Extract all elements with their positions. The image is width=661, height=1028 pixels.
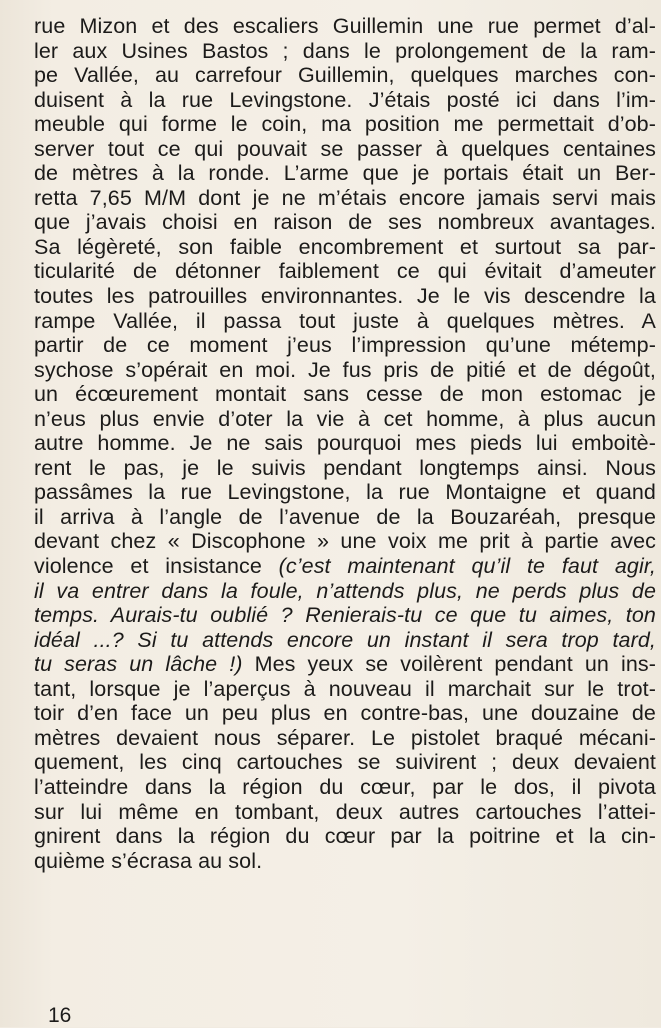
text-line [34, 358, 656, 383]
text-line [34, 309, 656, 334]
text-segment: que j’avais choisi en raison de ses nombreux avantages. [34, 210, 656, 235]
text-segment: autre homme. Je ne sais pourquoi mes pieds lui emboitè- [34, 431, 656, 456]
text-segment: meuble qui forme le coin, ma position me permettait d’ob- [34, 112, 656, 137]
text-segment: toutes les patrouilles environnantes. Je le vis descendre la [34, 284, 656, 309]
italic-text-segment: temps. Aurais-tu oublié ? Renierais-tu ce que tu aimes, ton [34, 603, 656, 628]
text-line [34, 456, 656, 481]
text-line [34, 407, 656, 432]
text-line [34, 652, 656, 677]
text-line [34, 137, 656, 162]
text-segment: de mètres à la ronde. L’arme que je portais était un Ber- [34, 161, 656, 186]
text-line [34, 677, 656, 702]
text-segment: rent le pas, je le suivis pendant longtemps ainsi. Nous [34, 455, 656, 480]
text-line [34, 161, 656, 186]
text-line [34, 333, 656, 358]
body-text [34, 14, 656, 873]
text-line [34, 750, 656, 775]
page-number: 16 [48, 1004, 72, 1027]
text-line [34, 800, 656, 825]
text-segment: un écœurement montait sans cesse de mon estomac je [34, 382, 656, 407]
italic-text-segment: tu seras un lâche !) [34, 652, 243, 677]
text-segment: tant, lorsque je l’aperçus à nouveau il marchait sur le trot- [34, 676, 656, 701]
italic-text-segment: idéal ...? Si tu attends encore un instant il sera trop tard, [34, 627, 656, 652]
text-line [34, 284, 656, 309]
text-line [34, 14, 656, 39]
text-line [34, 603, 656, 628]
text-line [34, 186, 656, 211]
text-line [34, 39, 656, 64]
text-segment: sur lui même en tombant, deux autres cartouches l’attei- [34, 799, 656, 824]
text-segment: rue Mizon et des escaliers Guillemin une rue permet d’al- [34, 14, 656, 38]
text-line [34, 112, 656, 137]
text-segment: retta 7,65 M/M dont je ne m’étais encore jamais servi mais [34, 185, 656, 210]
text-line [34, 505, 656, 530]
text-line [34, 259, 656, 284]
text-segment: passâmes la rue Levingstone, la rue Montaigne et quand [34, 480, 656, 505]
text-line [34, 210, 656, 235]
text-segment: violence et insistance [34, 554, 279, 579]
text-segment: Sa légèreté, son faible encombrement et surtout sa par- [34, 234, 656, 259]
text-line [34, 824, 656, 849]
italic-text-segment: il va entrer dans la foule, n’attends plus, ne perds plus de [34, 578, 656, 603]
text-line [34, 480, 656, 505]
text-line [34, 63, 656, 88]
text-segment: quement, les cinq cartouches se suivirent ; deux devaient [34, 750, 656, 775]
text-segment: mètres devaient nous séparer. Le pistolet braqué mécani- [34, 725, 656, 750]
text-line [34, 726, 656, 751]
text-line [34, 775, 656, 800]
text-segment: rampe Vallée, il passa tout juste à quelques mètres. A [34, 308, 656, 333]
text-segment: l’atteindre dans la région du cœur, par le dos, il pivota [34, 774, 656, 799]
text-line [34, 554, 656, 579]
text-line [34, 235, 656, 260]
text-line [34, 88, 656, 113]
text-segment: quième s’écrasa au sol. [34, 848, 263, 873]
text-segment: il arriva à l’angle de l’avenue de la Bouzaréah, presque [34, 504, 656, 529]
text-line [34, 579, 656, 604]
text-segment: n’eus plus envie d’oter la vie à cet homme, à plus aucun [34, 406, 656, 431]
text-line [34, 628, 656, 653]
text-segment: gnirent dans la région du cœur par la poitrine et la cin- [34, 824, 656, 849]
text-segment: duisent à la rue Levingstone. J’étais posté ici dans l’im- [34, 87, 656, 112]
text-segment: Mes yeux se voilèrent pendant un ins- [242, 652, 656, 677]
text-line [34, 382, 656, 407]
text-segment: sychose s’opérait en moi. Je fus pris de pitié et de dégoût, [34, 357, 656, 382]
text-segment: ler aux Usines Bastos ; dans le prolongement de la ram- [34, 38, 656, 63]
text-segment: partir de ce moment j’eus l’impression qu’une métemp- [34, 333, 656, 358]
italic-text-segment: (c’est maintenant qu’il te faut agir, [278, 554, 656, 579]
text-line [34, 701, 656, 726]
text-segment: pe Vallée, au carrefour Guillemin, quelques marches con- [34, 63, 656, 88]
text-segment: server tout ce qui pouvait se passer à quelques centaines [34, 136, 656, 161]
text-line [34, 849, 656, 874]
text-segment: devant chez « Discophone » une voix me prit à partie avec [34, 529, 656, 554]
text-line [34, 431, 656, 456]
text-segment: toir d’en face un peu plus en contre-bas, une douzaine de [34, 701, 656, 726]
text-line [34, 529, 656, 554]
text-segment: ticularité de détonner faiblement ce qui évitait d’ameuter [34, 259, 656, 284]
